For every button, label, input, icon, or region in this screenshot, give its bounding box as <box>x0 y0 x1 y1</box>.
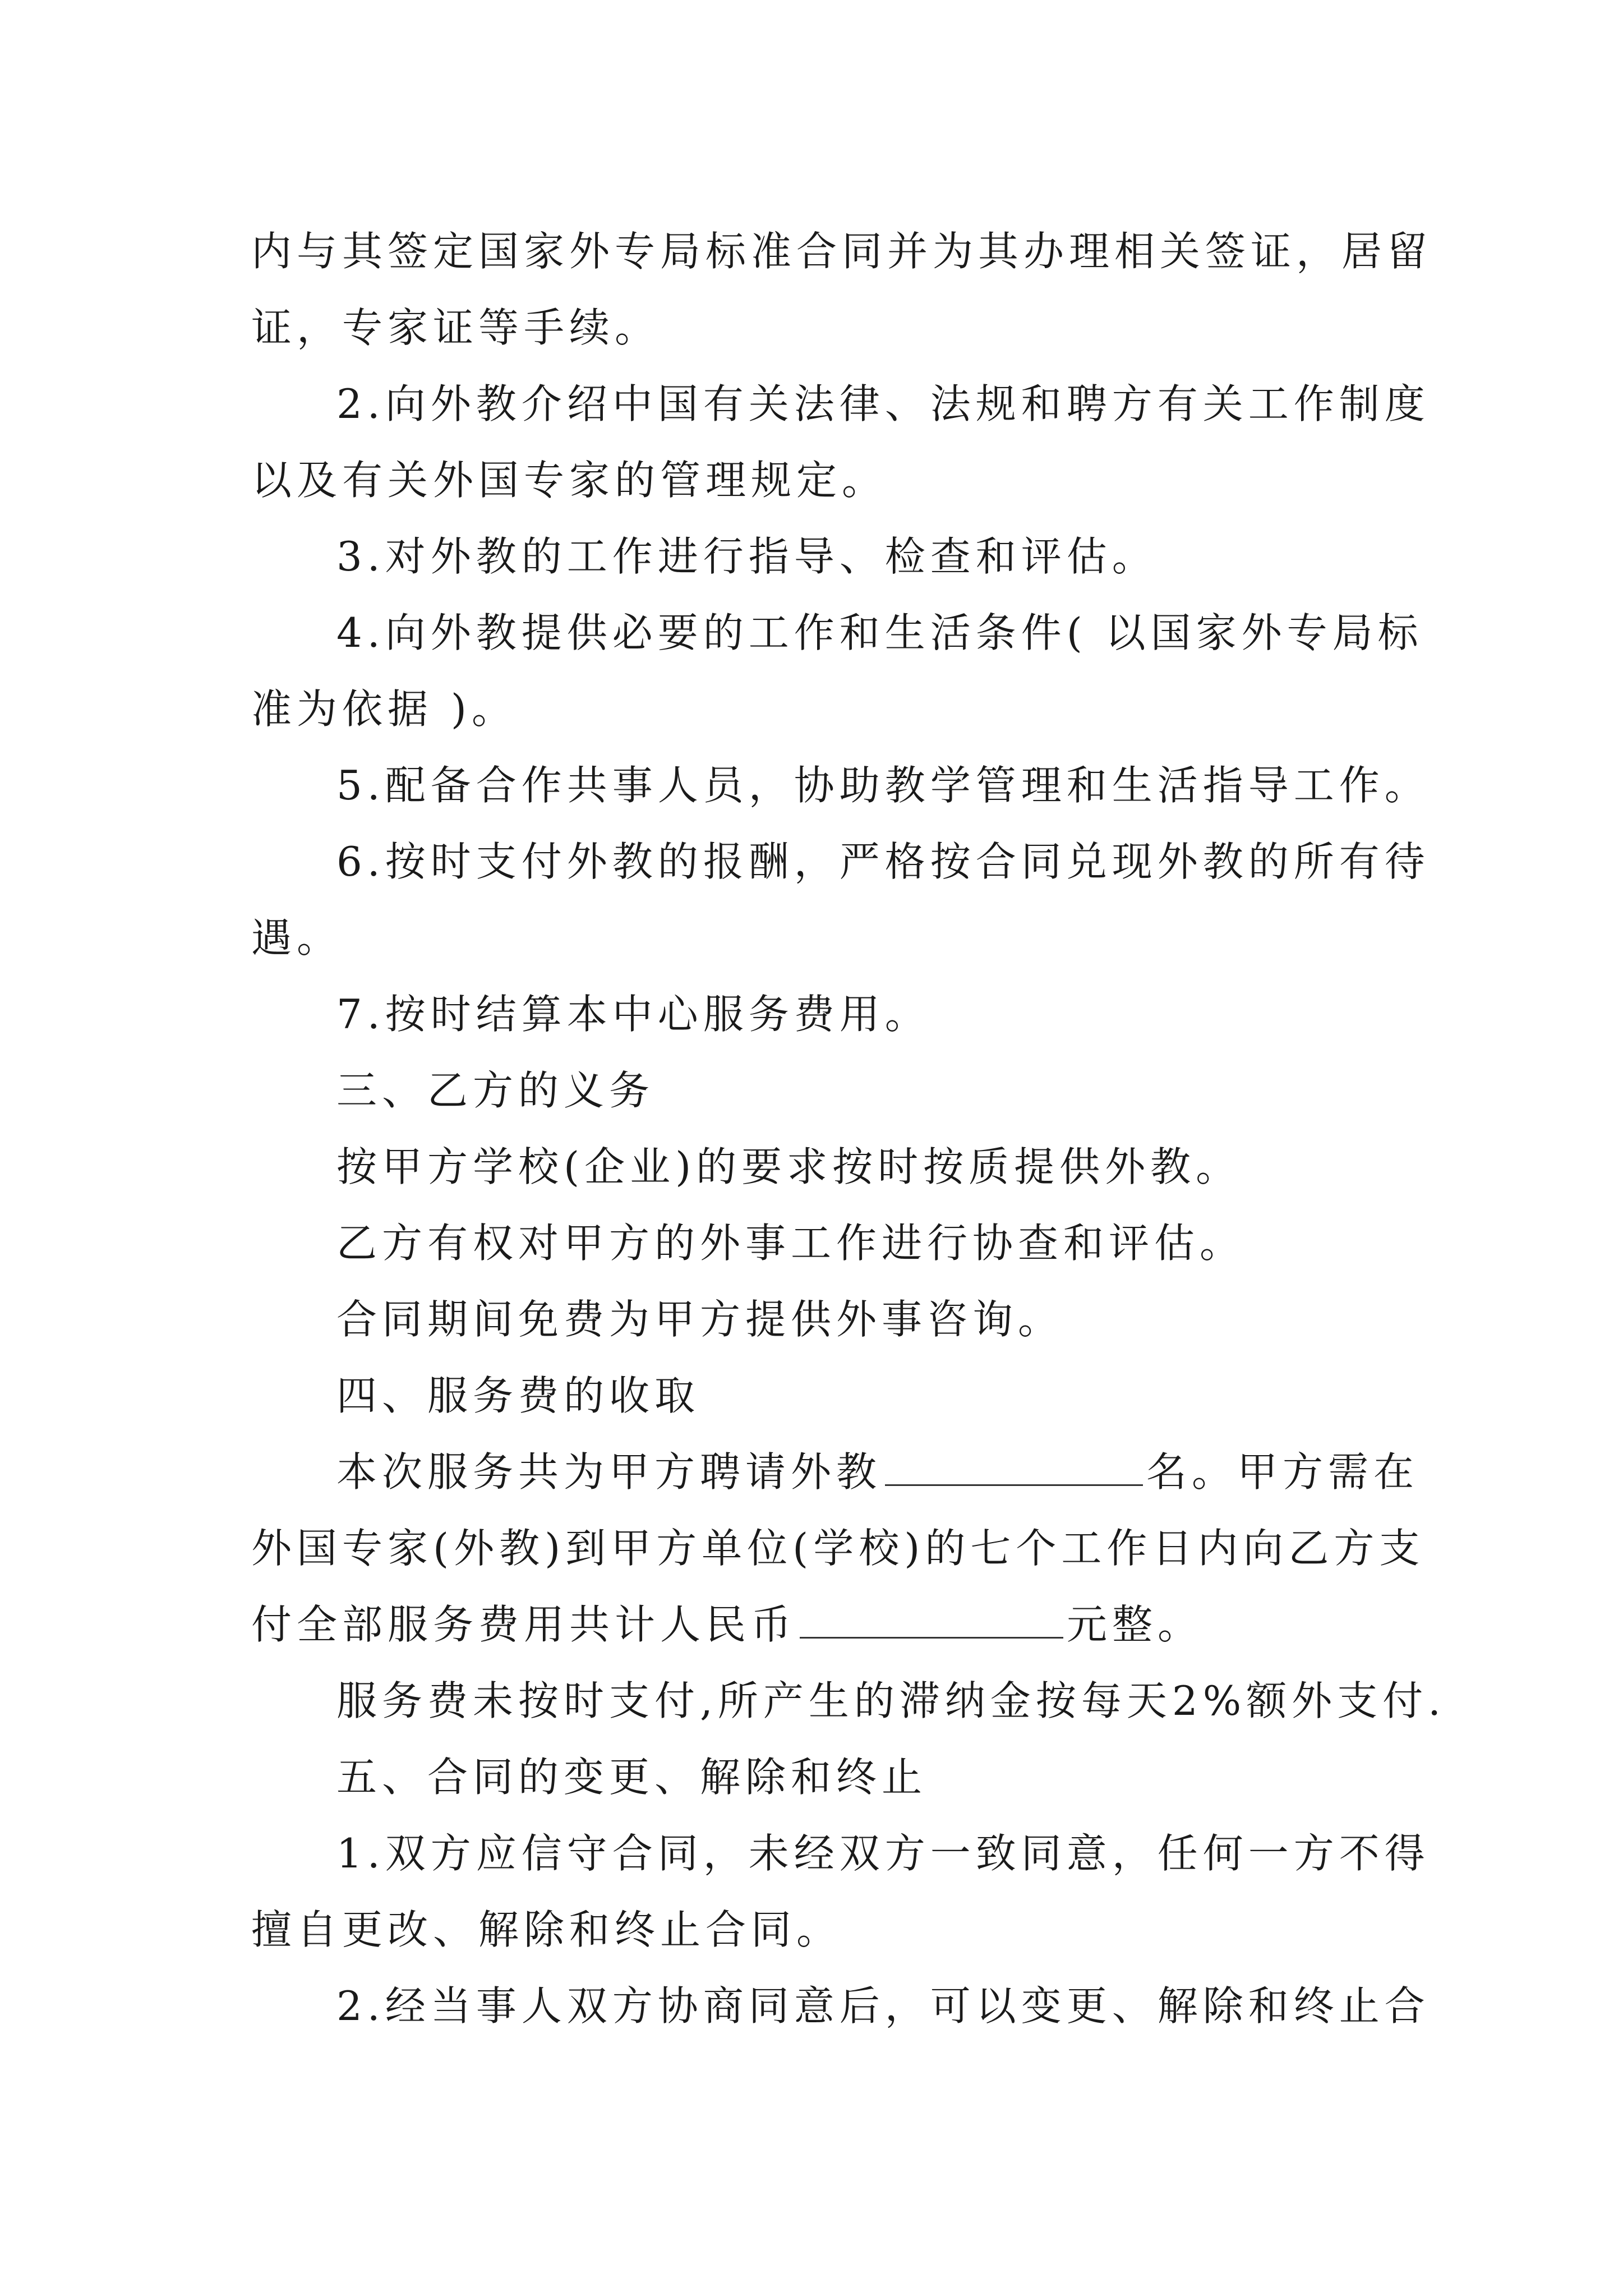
text-line: 1.双方应信守合同，未经双方一致同意，任何一方不得 <box>336 1830 1430 1877</box>
text-line: 服务费未按时支付,所产生的滞纳金按每天2%额外支付. <box>336 1677 1446 1724</box>
text-line: 6.按时支付外教的报酬，严格按合同兑现外教的所有待 <box>336 838 1430 885</box>
text-line: 4.向外教提供必要的工作和生活条件( 以国家外专局标 <box>336 609 1423 656</box>
text-line: 5.配备合作共事人员，协助教学管理和生活指导工作。 <box>336 762 1430 809</box>
text-line: 2.经当事人双方协商同意后，可以变更、解除和终止合 <box>336 1982 1430 2030</box>
fill-in-blank-fee-amount[interactable] <box>800 1602 1063 1639</box>
text-line: 7.按时结算本中心服务费用。 <box>336 991 930 1038</box>
document-page <box>251 213 1446 2044</box>
text-line <box>251 1586 1378 1663</box>
text-line: 乙方有权对甲方的外事工作进行协查和评估。 <box>336 1220 1246 1267</box>
text-line: 证，专家证等手续。 <box>251 304 661 351</box>
fill-in-blank-teacher-count[interactable] <box>885 1450 1143 1486</box>
section-heading: 三、乙方的义务 <box>336 1067 655 1114</box>
section-heading: 五、合同的变更、解除和终止 <box>336 1754 928 1801</box>
text-segment: 元整。 <box>1067 1601 1204 1648</box>
text-line: 3.对外教的工作进行指导、检查和评估。 <box>336 533 1158 580</box>
text-line: 内与其签定国家外专局标准合同并为其办理相关签证，居留 <box>251 228 1433 275</box>
text-line: 合同期间免费为甲方提供外事咨询。 <box>336 1296 1064 1343</box>
text-line: 2.向外教介绍中国有关法律、法规和聘方有关工作制度 <box>336 380 1430 427</box>
text-segment: 本次服务共为甲方聘请外教 <box>336 1448 882 1496</box>
text-line <box>251 1434 1419 1510</box>
text-segment: 名。甲方需在 <box>1146 1448 1419 1496</box>
text-line: 以及有关外国专家的管理规定。 <box>251 457 888 504</box>
text-line: 外国专家(外教)到甲方单位(学校)的七个工作日内向乙方支 <box>251 1525 1425 1572</box>
text-line: 遇。 <box>251 914 343 961</box>
text-line: 按甲方学校(企业)的要求按时按质提供外教。 <box>336 1143 1242 1190</box>
text-line: 擅自更改、解除和终止合同。 <box>251 1906 842 1953</box>
text-segment: 付全部服务费用共计人民币 <box>251 1601 797 1648</box>
text-line: 准为依据 )。 <box>251 685 517 733</box>
section-heading: 四、服务费的收取 <box>336 1372 700 1419</box>
